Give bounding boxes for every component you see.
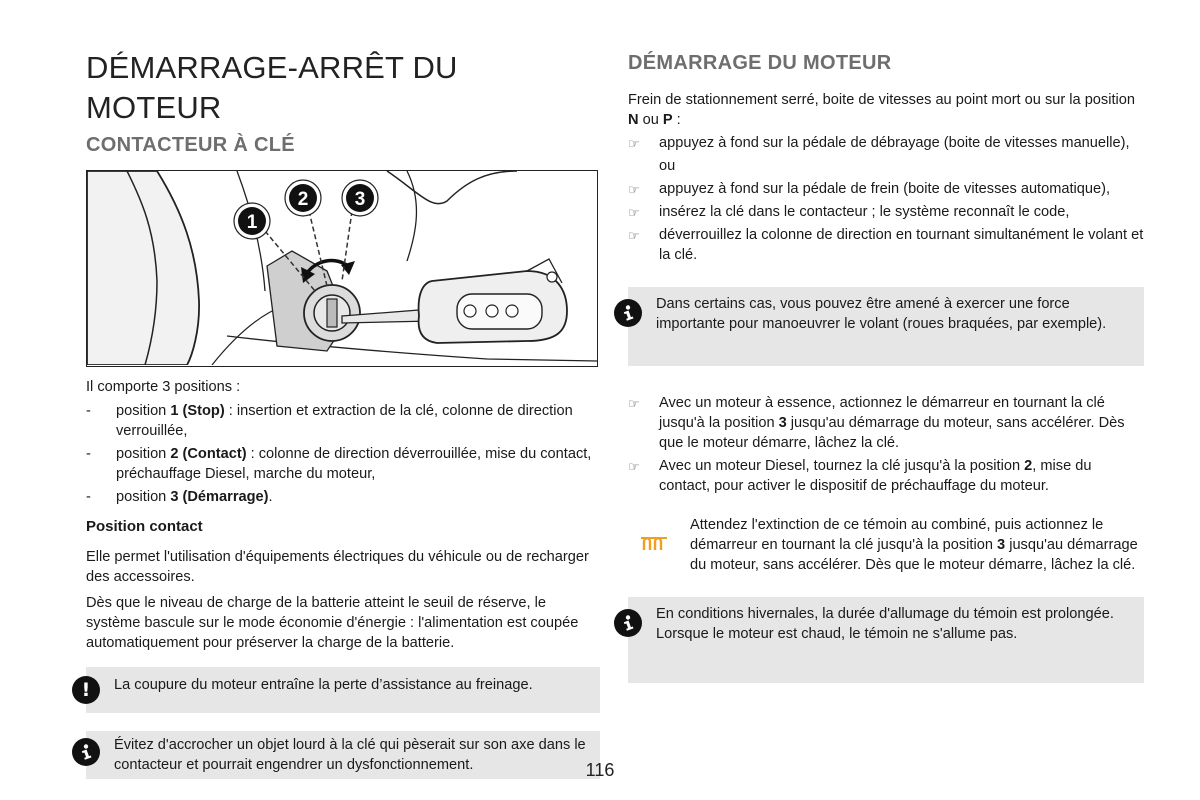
info-icon: [614, 299, 642, 327]
section-title-engine-start: DÉMARRAGE DU MOTEUR: [628, 52, 892, 74]
position-item-stop: - position 1 (Stop) : insertion et extraction de la clé, colonne de direction verrouillée,: [86, 403, 573, 439]
callout-2: [285, 180, 321, 216]
callout-1-label: 1: [246, 212, 258, 233]
glow-plug-text: Attendez l'extinction de ce témoin au combiné, puis actionnez le démarreur en tournant la clé jusqu'à la position 3 jusqu'au démarrage du moteur, sans accélérer. Dès que le moteur démarre, lâchez la clé.: [690, 517, 1138, 573]
right-column: [628, 50, 1144, 683]
pointing-hand-icon: ☞: [628, 228, 640, 243]
pointing-hand-icon: ☞: [628, 396, 640, 411]
callout-3-label: 3: [354, 189, 366, 210]
contact-position-heading: Position contact: [86, 518, 203, 535]
callout-1: [234, 203, 270, 239]
warning-notice: [81, 667, 600, 713]
pointing-hand-icon: ☞: [628, 182, 640, 197]
ignition-switch-illustration: [86, 170, 598, 367]
warning-icon: !: [72, 676, 100, 704]
section-title-ignition-switch: CONTACTEUR À CLÉ: [86, 134, 295, 156]
step-insert-key: ☞ insérez la clé dans le contacteur ; le système reconnaît le code,: [628, 202, 1144, 222]
pointing-hand-icon: ☞: [628, 136, 640, 151]
ignition-illustration-svg: [87, 171, 597, 365]
pointing-hand-icon: ☞: [628, 205, 640, 220]
start-steps-list: [628, 133, 1144, 153]
callout-3: [342, 180, 378, 216]
warning-text: La coupure du moteur entraîne la perte d’assistance au freinage.: [114, 677, 533, 693]
glow-plug-note: [628, 515, 1144, 575]
info-text-winter: En conditions hivernales, la durée d'allumage du témoin est prolongée. Lorsque le moteur est chaud, le témoin ne s'allume pas.: [656, 606, 1114, 642]
or-text: ou: [659, 158, 676, 174]
position-item-start: - position 3 (Démarrage).: [86, 489, 273, 505]
callout-2-label: 2: [297, 189, 309, 210]
page-number: 116: [585, 760, 615, 780]
steering-wheel-shape: [87, 171, 199, 365]
start-steps-list-2: [628, 179, 1144, 265]
position-item-contact: - position 2 (Contact) : colonne de direction déverrouillée, mise du contact, préchauffage Diesel, marche du moteur,: [86, 446, 592, 482]
info-notice-winter: [628, 597, 1144, 683]
start-intro: Frein de stationnement serré, boite de vitesses au point mort ou sur la position N ou P :: [628, 92, 1135, 128]
info-text-force: Dans certains cas, vous pouvez être amené à exercer une force importante pour manoeuvrer le volant (roues braquées, par exemple).: [656, 296, 1107, 332]
step-brake: ☞ appuyez à fond sur la pédale de frein (boite de vitesses automatique),: [628, 179, 1144, 199]
contact-paragraph-2: Dès que le niveau de charge de la batterie atteint le seuil de réserve, le système bascule sur le mode économie d'énergie : l'alimentation est coupée automatiquement pour préserver la charge de la batterie.: [86, 595, 579, 651]
left-column: [81, 48, 600, 779]
diesel-engine-instruction: ☞ Avec un moteur Diesel, tournez la clé jusqu'à la position 2, mise du contact, pour activer le dispositif de préchauffage du moteur.: [628, 458, 1092, 494]
engine-type-list: [628, 393, 1144, 496]
contact-paragraph-1: Elle permet l'utilisation d'équipements électriques du véhicule ou de recharger des accessoires.: [86, 549, 589, 585]
petrol-engine-instruction: ☞ Avec un moteur à essence, actionnez le démarreur en tournant la clé jusqu'à la position 3 jusqu'au démarrage du moteur, sans accélérer. Dès que le moteur démarre, lâchez la clé.: [628, 395, 1125, 451]
positions-list: [86, 401, 600, 507]
glow-plug-icon: [640, 534, 668, 554]
info-notice-force: [628, 287, 1144, 366]
pointing-hand-icon: ☞: [628, 459, 640, 474]
page-title: DÉMARRAGE-ARRÊT DU MOTEUR: [86, 50, 458, 125]
info-icon: [614, 609, 642, 637]
step-clutch: ☞ appuyez à fond sur la pédale de débrayage (boite de vitesses manuelle),: [628, 133, 1144, 153]
positions-intro: Il comporte 3 positions :: [86, 379, 241, 395]
info-text-key: Évitez d'accrocher un objet lourd à la clé qui pèserait sur son axe dans le contacteur et pourrait engendrer un dysfonctionnement.: [114, 737, 586, 773]
step-unlock-column: ☞ déverrouillez la colonne de direction en tournant simultanément le volant et la clé.: [628, 227, 1144, 263]
